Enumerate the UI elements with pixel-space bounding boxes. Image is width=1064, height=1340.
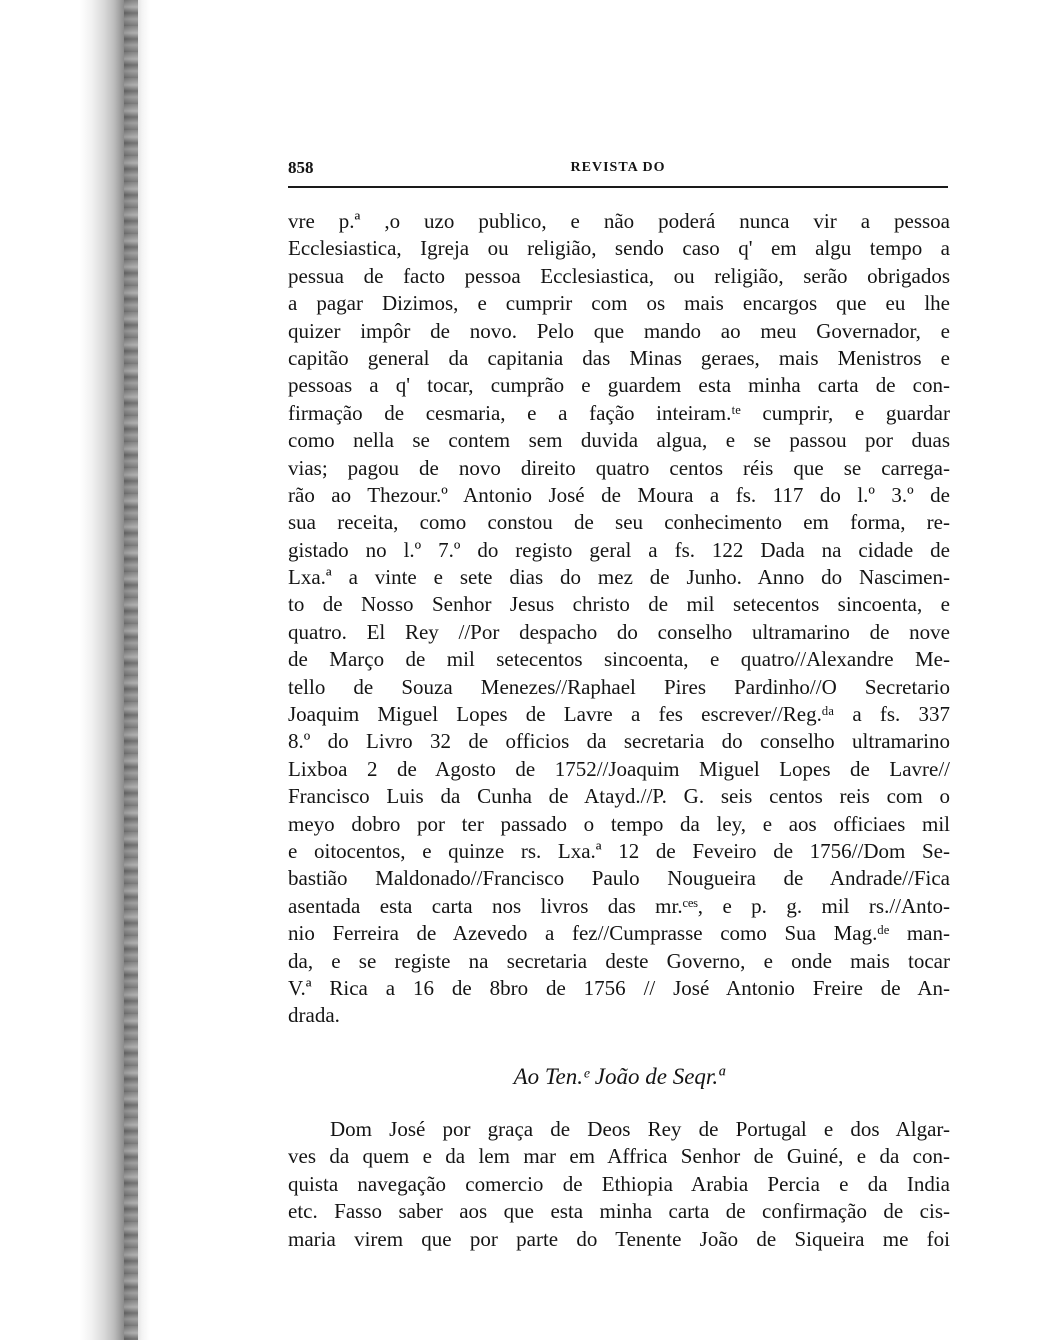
text-line: sua receita, como constou de seu conhecimento em forma, re-	[288, 510, 950, 535]
book-spine-edge	[124, 0, 138, 1340]
text-line: pessua de facto pessoa Ecclesiastica, ou religião, serão obrigados	[288, 263, 950, 288]
text-line: vre p.ª ,o uzo publico, e não poderá nunca vir a pessoa	[288, 209, 950, 233]
text-line: de Março de mil setecentos sincoenta, e quatro//Alexandre Me-	[288, 647, 950, 672]
paragraph-continuation	[288, 208, 950, 1030]
text-line: Lxa.ª a vinte e sete dias do mez de Junho. Anno do Nascimen-	[288, 565, 950, 590]
text-line: etc. Fasso saber aos que esta minha carta de confirmação de cis-	[288, 1199, 950, 1224]
text-line: V.ª Rica a 16 de 8bro de 1756 // José Antonio Freire de An-	[288, 975, 950, 1000]
text-line: drada.	[288, 1003, 340, 1028]
text-line: nio Ferreira de Azevedo a fez//Cumprasse como Sua Mag.ᵈᵉ man-	[288, 921, 950, 946]
text-line: pessoas a q' tocar, cumprão e guardem esta minha carta de con-	[288, 373, 950, 398]
text-line: gistado no l.º 7.º do registo geral a fs. 122 Dada na cidade de	[288, 537, 950, 562]
text-line: vias; pagou de novo direito quatro centos réis que se carrega-	[288, 455, 950, 480]
text-line: to de Nosso Senhor Jesus christo de mil setecentos sincoenta, e	[288, 592, 950, 617]
text-line: 8.º do Livro 32 de officios da secretaria do conselho ultramarino	[288, 729, 950, 754]
text-line: Dom José por graça de Deos Rey de Portugal e dos Algar-	[330, 1117, 950, 1141]
text-line: rão ao Thezour.º Antonio José de Moura a fs. 117 do l.º 3.º de	[288, 482, 950, 507]
paragraph-new	[288, 1116, 950, 1253]
running-head: REVISTA DO	[570, 160, 666, 175]
text-line: quatro. El Rey //Por despacho do conselho ultramarino de nove	[288, 619, 950, 644]
text-line: e oitocentos, e quinze rs. Lxa.ª 12 de Feveiro de 1756//Dom Se-	[288, 838, 950, 863]
text-line: capitão general da capitania das Minas geraes, mais Menistros e	[288, 345, 950, 370]
section-title: Ao Ten.ᵉ João de Seqr.ª	[513, 1064, 725, 1089]
text-line: a pagar Dizimos, e cumprir com os mais encargos que eu lhe	[288, 291, 950, 316]
text-line: maria virem que por parte do Tenente João de Siqueira me foi	[288, 1226, 950, 1251]
text-line: firmação de cesmaria, e a fação inteiram.ᵗᵉ cumprir, e guardar	[288, 400, 950, 425]
text-line: da, e se registe na secretaria deste Governo, e onde mais tocar	[288, 948, 950, 973]
text-line: tello de Souza Menezes//Raphael Pires Pardinho//O Secretario	[288, 674, 950, 699]
text-line: Francisco Luis da Cunha de Atayd.//P. G. seis centos reis com o	[288, 784, 950, 809]
page-header	[288, 152, 948, 188]
text-line: Ecclesiastica, Igreja ou religião, sendo caso q' em algu tempo a	[288, 236, 950, 261]
text-line: Joaquim Miguel Lopes de Lavre a fes escrever//Reg.ᵈᵃ a fs. 337	[288, 702, 950, 727]
text-line: bastião Maldonado//Francisco Paulo Nougueira de Andrade//Fica	[288, 866, 950, 891]
text-line: como nella se contem sem duvida algua, e se passou por duas	[288, 428, 950, 453]
text-line: ves da quem e da lem mar em Affrica Senhor de Guiné, e da con-	[288, 1144, 950, 1169]
text-line: quizer impôr de novo. Pelo que mando ao meu Governador, e	[288, 318, 950, 343]
text-line: quista navegação comercio de Ethiopia Arabia Percia e da India	[288, 1171, 950, 1196]
text-line: Lixboa 2 de Agosto de 1752//Joaquim Miguel Lopes de Lavre//	[288, 756, 950, 781]
text-line: asentada esta carta nos livros das mr.ᶜᵉˢ, e p. g. mil rs.//Anto-	[288, 893, 950, 918]
page-number: 858	[288, 158, 314, 177]
text-line: meyo dobro por ter passado o tempo da ley, e aos officiaes mil	[288, 811, 950, 836]
